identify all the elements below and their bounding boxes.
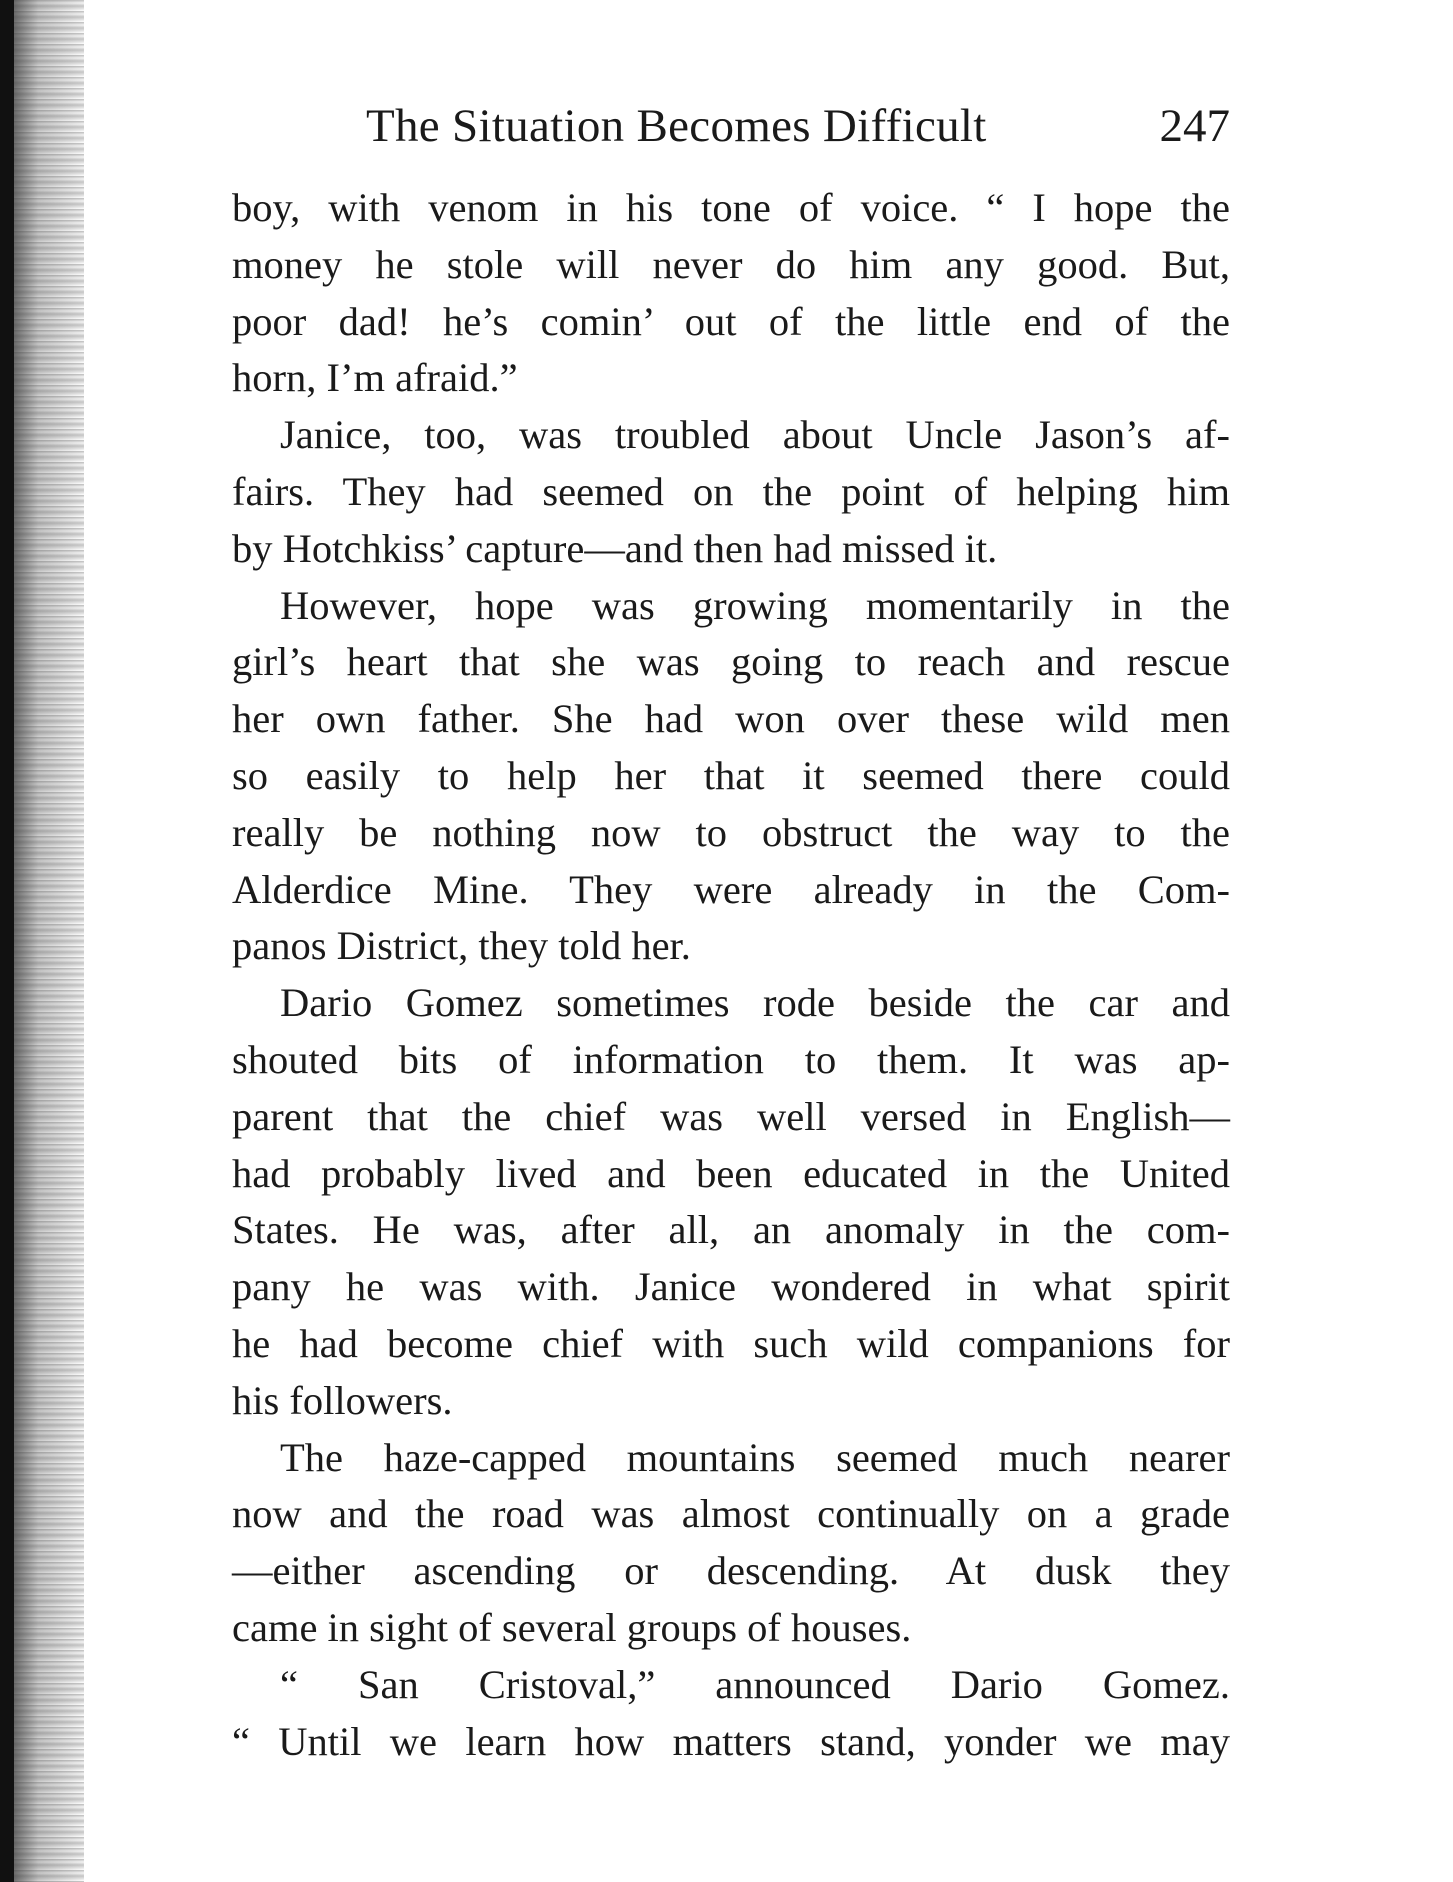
text-line: by Hotchkiss’ capture—and then had missed it. (232, 525, 998, 571)
text-line: his followers. (232, 1377, 453, 1423)
text-line: panos District, they told her. (232, 923, 691, 969)
text-line: really be nothing now to obstruct the way to the (232, 809, 1230, 855)
text-line: money he stole will never do him any good. But, (232, 241, 1230, 287)
text-line: so easily to help her that it seemed there could (232, 752, 1230, 798)
page-spine-edge (0, 0, 14, 1882)
text-line: The haze-capped mountains seemed much nearer (280, 1434, 1230, 1480)
scan-shadow (14, 0, 84, 1882)
text-line: had probably lived and been educated in the United (232, 1150, 1230, 1196)
text-line: came in sight of several groups of houses. (232, 1604, 912, 1650)
text-line: Dario Gomez sometimes rode beside the car and (280, 980, 1230, 1026)
text-line: However, hope was growing momentarily in the (280, 582, 1230, 628)
running-header (232, 96, 1230, 156)
text-line: parent that the chief was well versed in English— (232, 1093, 1230, 1139)
text-line: “ San Cristoval,” announced Dario Gomez. (280, 1661, 1230, 1707)
page-number: 247 (1159, 100, 1230, 152)
text-line: fairs. They had seemed on the point of helping him (232, 468, 1230, 514)
text-line: pany he was with. Janice wondered in what spirit (232, 1264, 1230, 1310)
text-line: States. He was, after all, an anomaly in the com- (232, 1207, 1230, 1253)
body-text (232, 180, 1230, 1770)
text-line: her own father. She had won over these wild men (232, 696, 1230, 742)
text-line: Alderdice Mine. They were already in the Com- (232, 866, 1230, 912)
text-line: Janice, too, was troubled about Uncle Jason’s af- (280, 412, 1230, 458)
text-line: he had become chief with such wild companions for (232, 1320, 1230, 1366)
text-line: now and the road was almost continually on a grade (232, 1491, 1230, 1537)
text-line: boy, with venom in his tone of voice. “ I hope the (232, 185, 1230, 230)
text-line: girl’s heart that she was going to reach and rescue (232, 639, 1230, 685)
text-line: shouted bits of information to them. It was ap- (232, 1036, 1230, 1082)
text-line: —either ascending or descending. At dusk they (232, 1548, 1230, 1594)
text-line: horn, I’m afraid.” (232, 355, 518, 401)
text-line: “ Until we learn how matters stand, yonder we may (232, 1718, 1230, 1764)
running-title: The Situation Becomes Difficult (366, 100, 987, 152)
text-line: poor dad! he’s comin’ out of the little end of the (232, 298, 1230, 344)
